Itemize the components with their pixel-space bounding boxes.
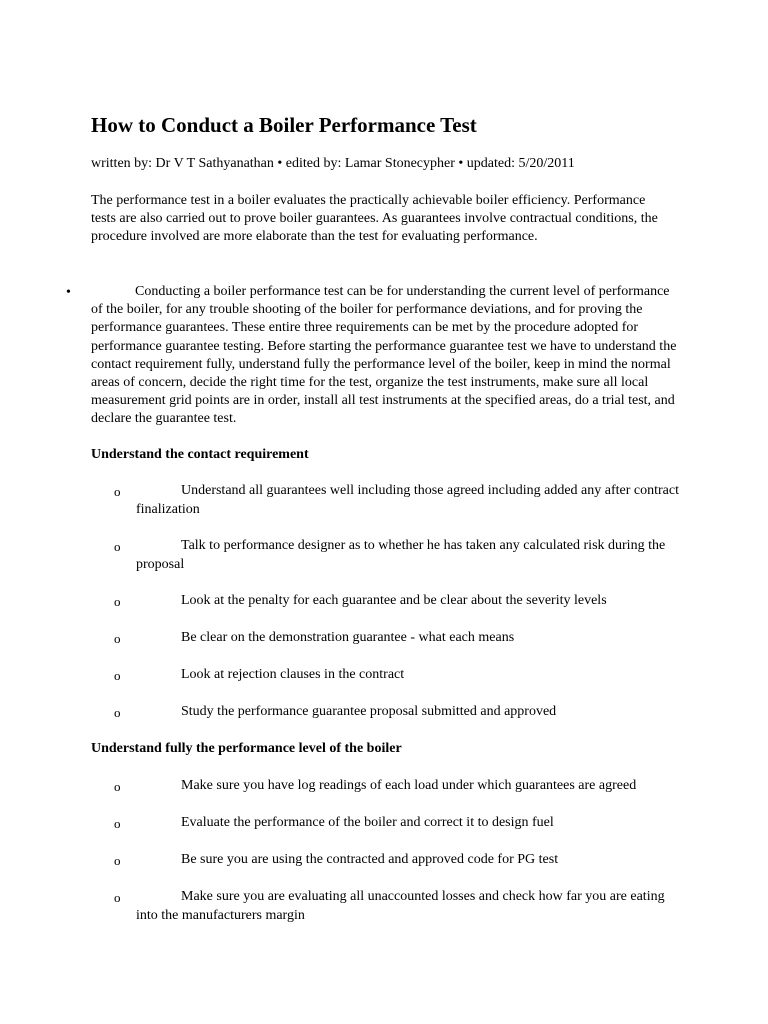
list-marker: o [114, 631, 121, 646]
section-heading-performance-level: Understand fully the performance level of the boiler [91, 741, 402, 756]
intro-paragraph: The performance test in a boiler evaluates the practically achievable boiler efficiency. Performance tests are also carried out to prove boiler guarantees. As guarantees involve contractual conditions, the procedure involved are more elaborate than the test for evaluating performance. [91, 193, 658, 245]
bullet-paragraph: Conducting a boiler performance test can be for understanding the current level of performance of the boiler, for any trouble shooting of the boiler for performance deviations, and for proving the performance guarantees. These entire three requirements can be met by the procedure adopted for performance guarantee testing. Before starting the performance guarantee test we have to understand the contact requirement fully, understand fully the performance level of the boiler, keep in mind the normal areas of concern, decide the right time for the test, organize the test instruments, make sure all local measurement grid points are in order, install all test instruments at the specified areas, do a trial test, and declare the guarantee test. [91, 284, 677, 427]
list-marker: o [114, 890, 121, 905]
list-item [0, 814, 768, 854]
list-item [0, 592, 768, 632]
list-item [0, 888, 768, 928]
list-item [0, 703, 768, 743]
list-item [0, 482, 768, 522]
list-item-text: Talk to performance designer as to whether he has taken any calculated risk during the proposal [136, 538, 666, 572]
list-item [0, 777, 768, 817]
list-item-text: Look at the penalty for each guarantee and be clear about the severity levels [181, 593, 607, 608]
list-item [0, 666, 768, 706]
list-item-text: Be sure you are using the contracted and approved code for PG test [181, 852, 559, 867]
list-marker: o [114, 539, 121, 554]
list-item-text: Understand all guarantees well including those agreed including added any after contract finalization [136, 483, 679, 517]
list-item-text: Make sure you are evaluating all unaccounted losses and check how far you are eating into the manufacturers margin [136, 889, 665, 923]
list-item-text: Be clear on the demonstration guarantee - what each means [181, 630, 515, 645]
list-item-text: Look at rejection clauses in the contract [181, 667, 405, 682]
article-byline: written by: Dr V T Sathyanathan • edited by: Lamar Stonecypher • updated: 5/20/2011 [91, 156, 575, 171]
list-item-text: Evaluate the performance of the boiler and correct it to design fuel [181, 815, 554, 830]
list-marker: o [114, 594, 121, 609]
list-marker: o [114, 705, 121, 720]
list-marker: o [114, 668, 121, 683]
bullet-marker: • [66, 285, 71, 300]
list-item [0, 537, 768, 577]
list-marker: o [114, 853, 121, 868]
list-marker: o [114, 484, 121, 499]
article-title: How to Conduct a Boiler Performance Test [91, 113, 477, 137]
list-item [0, 851, 768, 891]
section-heading-contact-requirement: Understand the contact requirement [91, 447, 309, 462]
list-item [0, 629, 768, 669]
list-item-text: Study the performance guarantee proposal submitted and approved [181, 704, 557, 719]
list-marker: o [114, 816, 121, 831]
list-marker: o [114, 779, 121, 794]
list-item-text: Make sure you have log readings of each load under which guarantees are agreed [181, 778, 637, 793]
